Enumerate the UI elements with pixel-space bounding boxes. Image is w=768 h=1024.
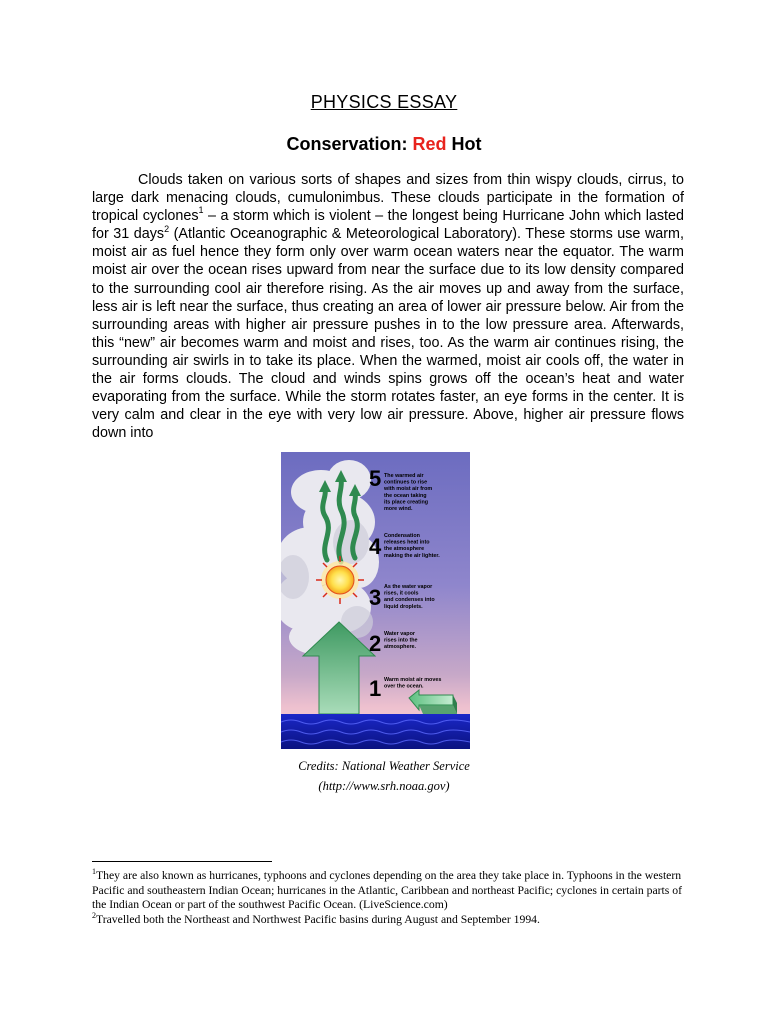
step-4-line-2: releases heat into: [384, 539, 430, 546]
diagram-illustration: [281, 452, 470, 749]
step-3-line-1: As the water vapor: [384, 584, 433, 590]
step-4-line-4: making the air lighter.: [384, 552, 440, 559]
step-number-5: 5: [369, 466, 382, 491]
essay-body-paragraph: [92, 171, 684, 442]
footnotes: [92, 869, 692, 927]
body-segment-1: Clouds taken on various sorts of shapes and sizes from thin wispy clouds, cirrus, to large dark menacing clouds, cumulonimbus. These clouds participate in the formation of tropical cyclones: [92, 172, 684, 225]
step-2-line-2: rises into the: [384, 637, 418, 644]
essay-subtitle: [0, 134, 768, 155]
heat-release-burst-icon: [316, 556, 364, 604]
step-5-line-4: the ocean taking: [384, 492, 427, 499]
step-1-line-2: over the ocean.: [384, 683, 424, 690]
body-segment-3: (Atlantic Oceanographic & Meteorological Laboratory). These storms use warm, moist air as fuel hence they form only over warm ocean waters near the equator. The warm moist air over the ocean rises upward from near the surface due to its low density compared to the surrounding cool air therefore rising. As the air moves up and away from the surface, less air is left near the surface, thus creating an area of lower air pressure below. Air from the surrounding areas with higher air pressure pushes in to the low pressure area. Afterwards, this “new” air becomes warm and moist and rises, too. As the warm air continues rising, the surrounding air swirls in to take its place. When the warmed, moist air cools off, the water in the air forms clouds. The cloud and winds spins grows off the ocean’s heat and water evaporating from the surface. While the storm rotates faster, an eye forms in the center. It is very calm and clear in the eye with very low air pressure. Above, higher air pressure flows down into: [92, 226, 684, 442]
step-number-4: 4: [369, 534, 382, 559]
page-title: PHYSICS ESSAY: [310, 92, 458, 112]
step-3-line-3: and condenses into: [384, 597, 435, 604]
step-5-line-5: its place creating: [384, 499, 429, 506]
footnote-text-2: Travelled both the Northeast and Northwest Pacific basins during August and September 1994.: [96, 912, 540, 926]
footnote-2: [92, 910, 692, 928]
subtitle-prefix: Conservation:: [286, 134, 413, 154]
step-number-2: 2: [369, 631, 382, 656]
step-5-line-6: more wind.: [384, 506, 413, 512]
footnote-marker-2: 2: [92, 910, 96, 920]
step-1-line-1: Warm moist air moves: [384, 677, 442, 683]
body-segment-2: – a storm which is violent – the longest being Hurricane John which lasted for 31 days: [92, 208, 684, 243]
footnote-divider: [92, 861, 272, 862]
hurricane-formation-diagram: [281, 452, 470, 749]
figure-credit-url: (http://www.srh.noaa.gov): [318, 779, 450, 793]
step-number-1: 1: [369, 676, 382, 701]
footnote-text-1: They are also known as hurricanes, typhoons and cyclones depending on the area they take place in. Typhoons in the western Pacific and southeastern Indian Ocean; hurricanes in the Atlantic, Caribbean and northeast Pacific; cyclones in certain parts of the Indian Ocean or part of the southwest Pacific Ocean. (LiveScience.com): [92, 869, 683, 912]
step-2-line-1: Water vapor: [384, 631, 415, 637]
step-5-line-2: continues to rise: [384, 479, 428, 486]
step-4-line-1: Condensation: [384, 533, 420, 539]
footnote-1: [92, 869, 692, 913]
step-5-line-3: with moist air from: [384, 486, 433, 493]
step-3-line-2: rises, it cools: [384, 590, 419, 597]
step-2-line-3: atmosphere.: [384, 644, 417, 651]
footnote-ref-1: 1: [198, 205, 204, 216]
subtitle-suffix: Hot: [446, 134, 482, 154]
step-number-3: 3: [369, 585, 382, 610]
footnote-marker-1: 1: [92, 867, 96, 877]
step-5-line-1: The warmed air: [384, 473, 424, 479]
footnote-ref-2: 2: [164, 223, 170, 234]
step-4-line-3: the atmosphere: [384, 546, 425, 553]
subtitle-accent-word: Red: [412, 134, 447, 154]
step-3-line-4: liquid droplets.: [384, 603, 423, 610]
figure-credit: Credits: National Weather Service: [298, 759, 470, 773]
